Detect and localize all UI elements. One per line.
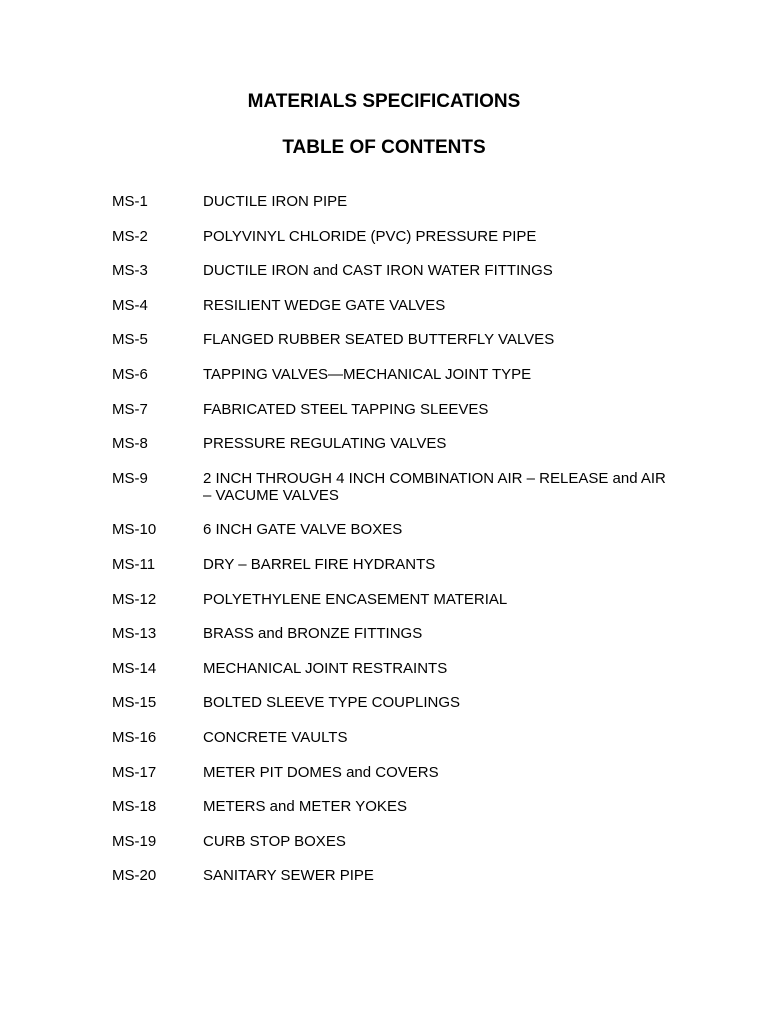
toc-entry-code: MS-4 [112,296,148,314]
toc-entry-code: MS-12 [112,590,157,608]
toc-entry-title: TAPPING VALVES—MECHANICAL JOINT TYPE [203,365,532,383]
toc-entry [112,262,672,279]
toc-entry-title: DUCTILE IRON PIPE [203,193,348,210]
toc-entry-title: FLANGED RUBBER SEATED BUTTERFLY VALVES [203,331,555,349]
toc-heading: TABLE OF CONTENTS [282,137,486,158]
toc-entry-title: BOLTED SLEEVE TYPE COUPLINGS [203,694,461,712]
toc-entry [112,297,672,314]
toc-entry-code: MS-19 [112,832,157,850]
toc-entry-code: MS-9 [112,469,148,487]
toc-entry-title: PRESSURE REGULATING VALVES [203,435,447,453]
toc-entry [112,660,672,677]
toc-entry-title: CONCRETE VAULTS [203,728,348,746]
toc-entry-code: MS-15 [112,694,157,712]
toc-entry-title: CURB STOP BOXES [203,832,346,850]
toc-entry-code: MS-8 [112,435,148,453]
toc-entry-title: POLYVINYL CHLORIDE (PVC) PRESSURE PIPE [203,227,537,245]
toc-entry [112,521,672,538]
table-of-contents [112,193,672,902]
toc-entry [112,556,672,573]
toc-entry-title: FABRICATED STEEL TAPPING SLEEVES [203,400,489,418]
toc-entry-code: MS-13 [112,625,157,643]
toc-entry-title: RESILIENT WEDGE GATE VALVES [203,296,446,314]
toc-entry-code: MS-14 [112,659,157,677]
toc-entry [112,867,672,884]
toc-entry-code: MS-2 [112,227,148,245]
toc-entry-code: MS-6 [112,365,148,383]
toc-entry-code: MS-5 [112,331,148,349]
toc-entry-code: MS-1 [112,193,148,210]
toc-entry [112,228,672,245]
toc-entry-code: MS-20 [112,867,157,885]
toc-entry [112,591,672,608]
toc-entry [112,729,672,746]
toc-entry [112,193,672,210]
toc-entry-title: SANITARY SEWER PIPE [203,867,374,885]
toc-entry-code: MS-17 [112,763,157,781]
toc-entry-title: MECHANICAL JOINT RESTRAINTS [203,659,448,677]
toc-entry-title: DRY – BARREL FIRE HYDRANTS [203,555,436,573]
toc-entry-title: METERS and METER YOKES [203,798,407,816]
toc-entry [112,435,672,452]
toc-entry-code: MS-11 [112,555,156,573]
toc-entry [112,470,672,504]
toc-entry-title: 2 INCH THROUGH 4 INCH COMBINATION AIR – RELEASE and AIR – VACUME VALVES [203,469,666,504]
toc-entry-title: BRASS and BRONZE FITTINGS [203,625,423,643]
toc-entry-code: MS-7 [112,400,148,418]
toc-entry-code: MS-18 [112,798,157,816]
toc-entry-code: MS-3 [112,262,148,280]
document-title: MATERIALS SPECIFICATIONS [247,91,521,112]
toc-entry-title: 6 INCH GATE VALVE BOXES [203,521,403,539]
toc-entry-title: METER PIT DOMES and COVERS [203,763,439,781]
toc-entry [112,833,672,850]
toc-entry-code: MS-10 [112,521,157,539]
toc-entry [112,764,672,781]
toc-entry [112,331,672,348]
toc-entry-title: DUCTILE IRON and CAST IRON WATER FITTINGS [203,262,553,280]
toc-entry-title: POLYETHYLENE ENCASEMENT MATERIAL [203,590,508,608]
toc-entry [112,625,672,642]
toc-entry [112,366,672,383]
toc-entry [112,401,672,418]
toc-entry [112,694,672,711]
toc-entry-code: MS-16 [112,728,157,746]
toc-entry [112,798,672,815]
